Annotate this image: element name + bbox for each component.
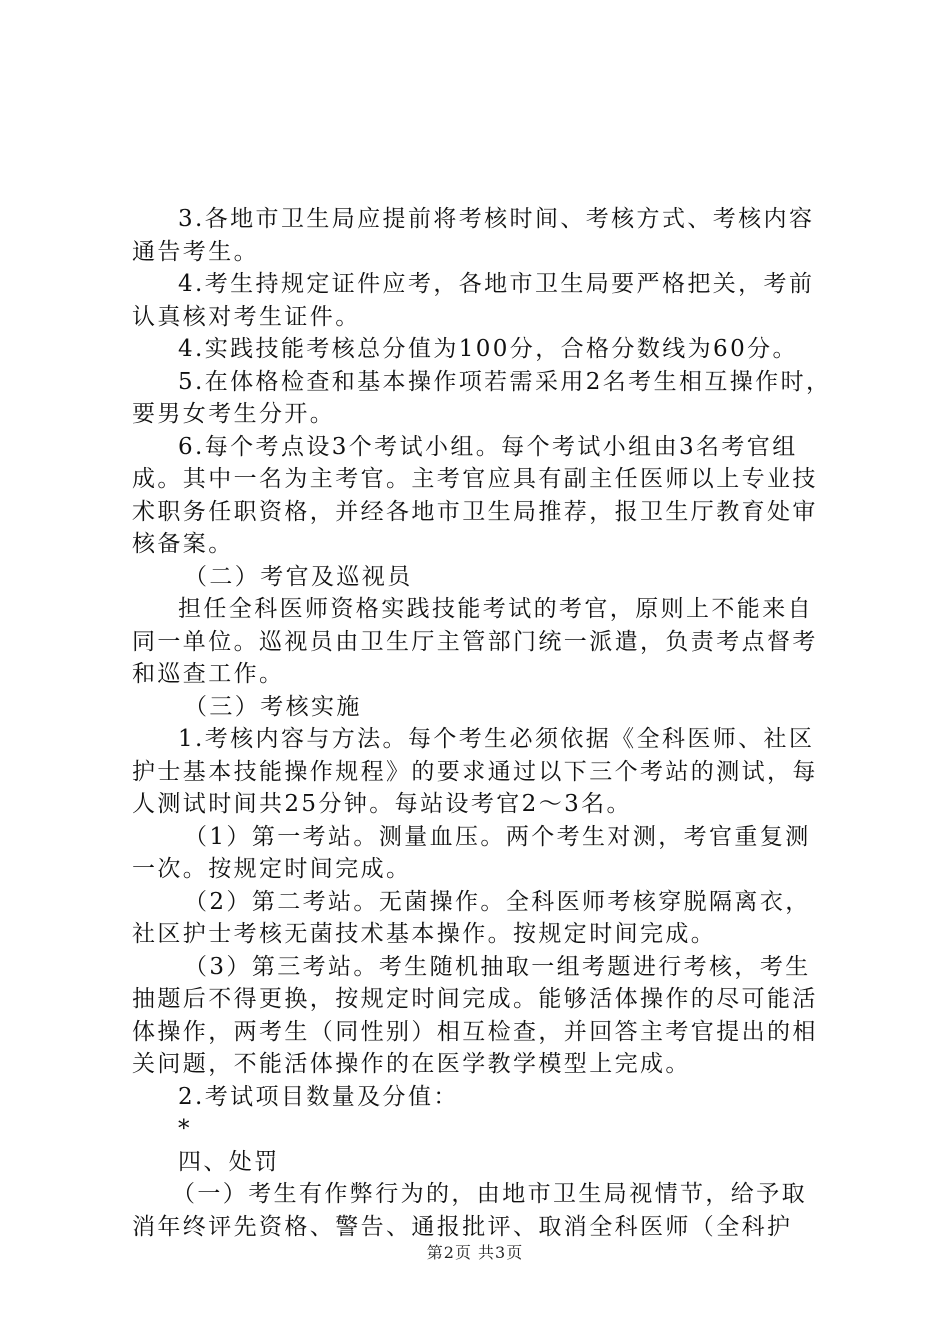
paragraph: 3.各地市卫生局应提前将考核时间、考核方式、考核内容通告考生。	[132, 206, 815, 265]
paragraph: （3）第三考站。考生随机抽取一组考题进行考核，考生抽题后不得更换，按规定时间完成。能够活体操作的尽可能活体操作，两考生（同性别）相互检查，并回答主考官提出的相关问题，不能活体操作的在医学教学模型上完成。	[132, 953, 818, 1077]
section-heading: （二）考官及巡视员	[184, 563, 413, 590]
paragraph: （2）第二考站。无菌操作。全科医师考核穿脱隔离衣，社区护士考核无菌技术基本操作。按规定时间完成。	[132, 888, 811, 947]
section-heading: 四、处罚	[178, 1148, 280, 1175]
section-heading: （三）考核实施	[184, 693, 362, 720]
paragraph: （1）第一考站。测量血压。两个考生对测，考官重复测一次。按规定时间完成。	[132, 823, 811, 882]
document-body	[132, 203, 832, 1243]
paragraph: 6.每个考点设3个考试小组。每个考试小组由3名考官组成。其中一名为主考官。主考官应具有副主任医师以上专业技术职务任职资格，并经各地市卫生局推荐，报卫生厅教育处审核备案。	[132, 433, 818, 557]
paragraph: （一）考生有作弊行为的，由地市卫生局视情节，给予取消年终评先资格、警告、通报批评、取消全科医师（全科护	[132, 1181, 807, 1240]
placeholder-mark: *	[178, 1116, 192, 1142]
paragraph: 4.实践技能考核总分值为100分，合格分数线为60分。	[178, 336, 798, 362]
paragraph: 1.考核内容与方法。每个考生必须依据《全科医师、社区护士基本技能操作规程》的要求通过以下三个考站的测试，每人测试时间共25分钟。每站设考官2～3名。	[132, 726, 818, 817]
paragraph: 2.考试项目数量及分值：	[178, 1083, 459, 1110]
paragraph: 5.在体格检查和基本操作项若需采用2名考生相互操作时，要男女考生分开。	[132, 368, 832, 427]
paragraph: 4.考生持规定证件应考，各地市卫生局要严格把关，考前认真核对考生证件。	[132, 271, 815, 330]
paragraph: 担任全科医师资格实践技能考试的考官，原则上不能来自同一单位。巡视员由卫生厅主管部门统一派遣，负责考点督考和巡查工作。	[132, 596, 818, 687]
page-footer: 第2页 共3页	[426, 1243, 524, 1262]
